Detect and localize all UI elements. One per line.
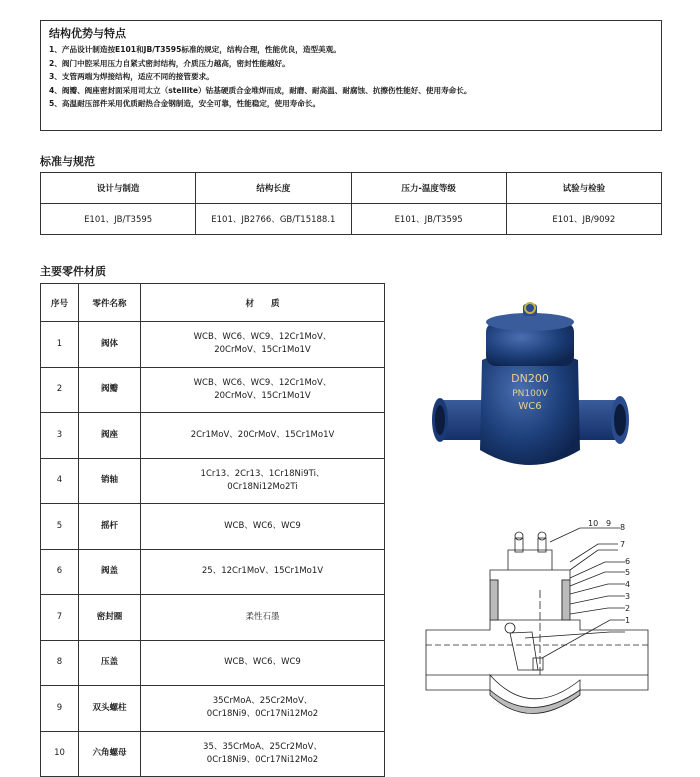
material-line: 25、12Cr1MoV、15Cr1Mo1V [201, 566, 324, 577]
part-name: 销轴 [79, 458, 141, 504]
table-cell: E101、JB2766、GB/T15188.1 [196, 204, 351, 235]
table-header: 零件名称 [79, 284, 141, 322]
drawing-label: 7 [620, 540, 626, 549]
drawing-label: 10 [588, 520, 599, 528]
drawing-label: 8 [620, 523, 626, 532]
drawing-label: 1 [625, 616, 631, 625]
part-name: 阀盖 [79, 549, 141, 595]
table-header: 压力-温度等级 [351, 173, 506, 204]
valve-marking-dn: DN200 [511, 372, 549, 385]
part-name: 摇杆 [79, 504, 141, 550]
row-number: 5 [41, 504, 79, 550]
table-row [41, 504, 385, 550]
material-line: 20CrMoV、15Cr1Mo1V [214, 390, 311, 401]
row-number: 3 [41, 413, 79, 459]
valve-marking-material: WC6 [518, 401, 542, 412]
feature-item: 3、支管两端为焊接结构，适应不同的接管要求。 [49, 72, 214, 81]
row-number: 8 [41, 640, 79, 686]
table-header-row [41, 284, 385, 322]
table-row [41, 204, 662, 235]
feature-item: 1、产品设计制造按E101和JB/T3595标准的规定，结构合理，性能优良，造型美观。 [49, 45, 341, 54]
valve-photo [430, 300, 630, 490]
materials-table [40, 283, 385, 777]
part-material [141, 413, 385, 459]
row-number: 2 [41, 367, 79, 413]
material-line: WCB、WC6、WC9 [224, 520, 301, 531]
table-header: 材 质 [141, 284, 385, 322]
part-material [141, 686, 385, 732]
row-number: 7 [41, 595, 79, 641]
row-number: 6 [41, 549, 79, 595]
table-row [41, 458, 385, 504]
table-row [41, 731, 385, 777]
part-material [141, 640, 385, 686]
feature-item: 4、阀瓣、阀座密封面采用司太立（stellite）钴基硬质合金堆焊而成，耐磨、耐高温、耐腐蚀、抗擦伤性能好、使用寿命长。 [49, 85, 472, 95]
material-line: 20CrMoV、15Cr1Mo1V [214, 345, 311, 356]
material-line: 0Cr18Ni9、0Cr17Ni12Mo2 [206, 754, 319, 765]
table-cell: E101、JB/T3595 [41, 204, 196, 235]
drawing-label: 2 [625, 604, 631, 613]
part-material [141, 322, 385, 368]
feature-item: 2、阀门中腔采用压力自紧式密封结构，介质压力越高，密封性能越好。 [49, 58, 290, 68]
feature-item: 5、高温耐压部件采用优质耐热合金钢制造，安全可靠，性能稳定，使用寿命长。 [49, 99, 321, 108]
part-name: 阀座 [79, 413, 141, 459]
materials-body [41, 322, 385, 777]
part-material [141, 549, 385, 595]
material-line: 0Cr18Ni9、0Cr17Ni12Mo2 [206, 709, 319, 720]
table-header-row [41, 173, 662, 204]
standards-title: 标准与规范 [40, 155, 95, 168]
row-number: 9 [41, 686, 79, 732]
part-name: 阀体 [79, 322, 141, 368]
material-line: 1Cr13、2Cr13、1Cr18Ni9Ti、 [200, 468, 325, 479]
table-row [41, 322, 385, 368]
material-line: 35、35CrMoA、25Cr2MoV、 [203, 741, 322, 752]
part-material [141, 458, 385, 504]
material-line: 35CrMoA、25Cr2MoV、 [212, 696, 313, 707]
features-title: 结构优势与特点 [49, 27, 126, 40]
table-row [41, 413, 385, 459]
table-row [41, 367, 385, 413]
table-row [41, 549, 385, 595]
drawing-label: 5 [625, 568, 631, 577]
drawing-label: 9 [606, 520, 612, 528]
table-row [41, 640, 385, 686]
valve-marking-pn: PN100V [512, 389, 548, 399]
material-line: 0Cr18Ni12Mo2Ti [227, 481, 298, 492]
material-line: WCB、WC6、WC9、12Cr1MoV、 [193, 332, 332, 343]
features-list [49, 43, 653, 111]
table-header: 试验与检验 [506, 173, 661, 204]
part-material [141, 731, 385, 777]
table-header: 设计与制造 [41, 173, 196, 204]
part-material [141, 367, 385, 413]
table-cell: E101、JB/9092 [506, 204, 661, 235]
part-name: 六角螺母 [79, 731, 141, 777]
material-line: 柔性石墨 [245, 611, 280, 622]
part-material [141, 595, 385, 641]
drawing-label: 3 [625, 592, 631, 601]
drawing-label: 6 [625, 557, 631, 566]
valve-cross-section-drawing [420, 520, 655, 730]
table-row [41, 686, 385, 732]
row-number: 4 [41, 458, 79, 504]
material-line: 2Cr1MoV、20CrMoV、15Cr1Mo1V [190, 429, 335, 440]
part-name: 密封圈 [79, 595, 141, 641]
features-box [40, 20, 662, 131]
part-name: 双头螺柱 [79, 686, 141, 732]
row-number: 1 [41, 322, 79, 368]
materials-title: 主要零件材质 [40, 265, 106, 278]
part-name: 阀瓣 [79, 367, 141, 413]
table-header: 序号 [41, 284, 79, 322]
drawing-label: 4 [625, 580, 631, 589]
material-line: WCB、WC6、WC9 [224, 657, 301, 668]
table-header: 结构长度 [196, 173, 351, 204]
standards-table [40, 172, 662, 235]
table-cell: E101、JB/T3595 [351, 204, 506, 235]
part-material [141, 504, 385, 550]
table-row [41, 595, 385, 641]
part-name: 压盖 [79, 640, 141, 686]
row-number: 10 [41, 731, 79, 777]
material-line: WCB、WC6、WC9、12Cr1MoV、 [193, 377, 332, 388]
